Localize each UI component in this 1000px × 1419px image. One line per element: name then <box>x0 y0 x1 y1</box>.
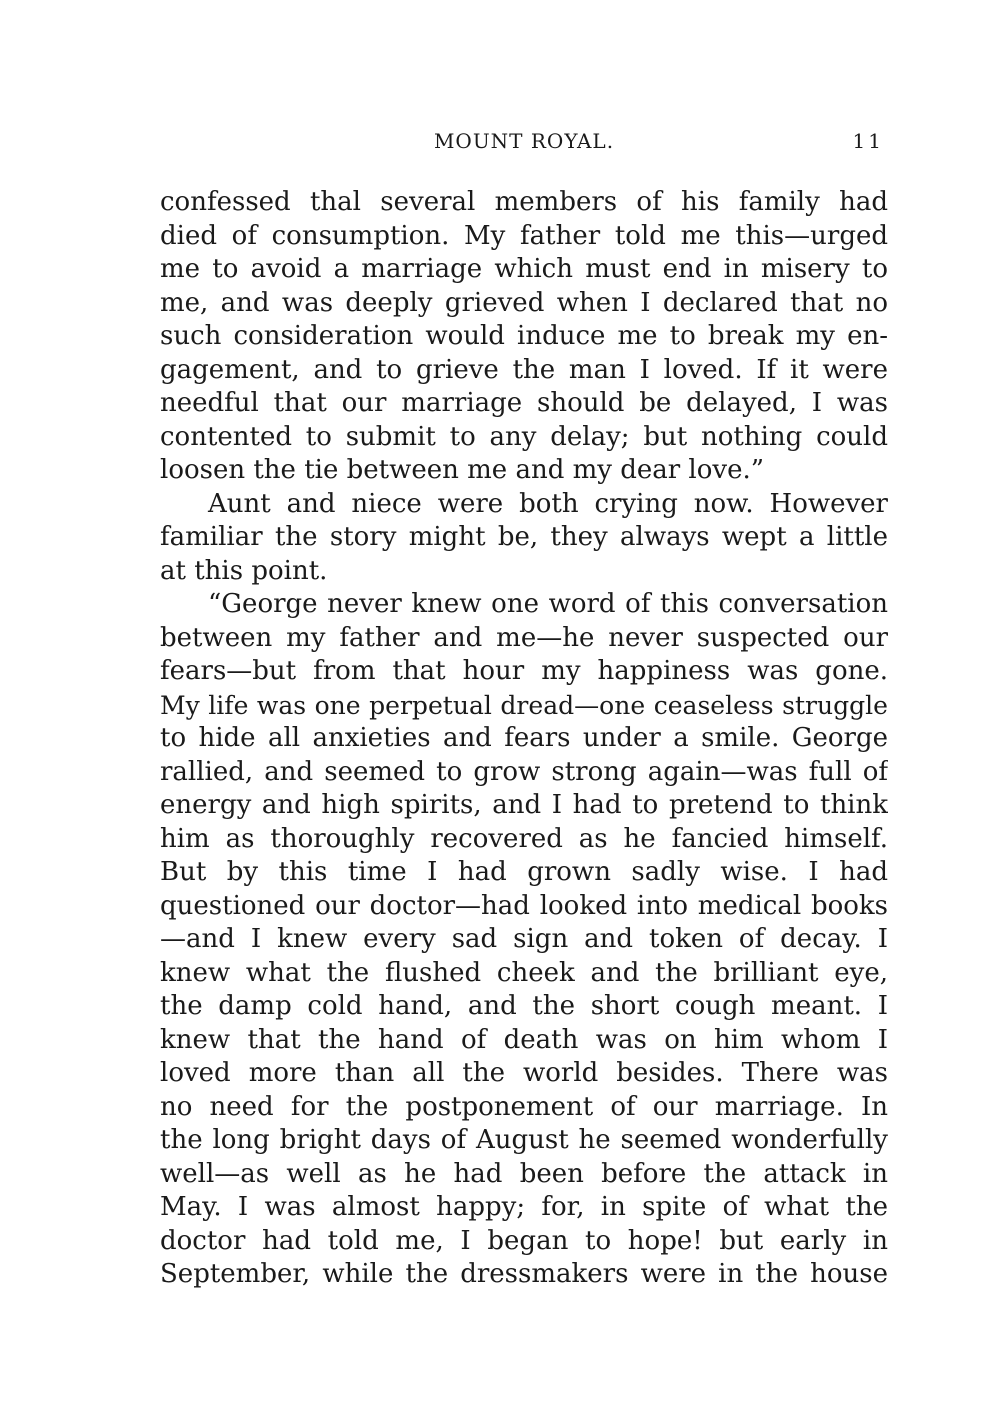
text-line: died of consumption. My father told me this—urged <box>160 220 888 251</box>
text-line: But by this time I had grown sadly wise. I had <box>160 857 888 887</box>
text-line: energy and high spirits, and I had to pretend to think <box>160 790 888 820</box>
text-line: well—as well as he had been before the attack in <box>160 1158 888 1189</box>
running-head <box>160 126 888 156</box>
text-line: My life was one perpetual dread—one ceaseless struggle <box>160 690 888 720</box>
paragraph <box>160 488 888 589</box>
text-line: no need for the postponement of our marriage. In <box>160 1091 888 1122</box>
text-line: doctor had told me, I began to hope! but early in <box>160 1225 888 1256</box>
text-line: fears—but from that hour my happiness was gone. <box>160 656 888 686</box>
text-line: “George never knew one word of this conversation <box>208 589 888 619</box>
body-text <box>160 186 888 1292</box>
text-line: between my father and me—he never suspected our <box>160 622 888 653</box>
text-line: gagement, and to grieve the man I loved. If it were <box>160 354 888 385</box>
text-line: contented to submit to any delay; but nothing could <box>160 421 888 452</box>
text-line: September, while the dressmakers were in the house <box>160 1259 888 1289</box>
text-line: familiar the story might be, they always wept a little <box>160 522 888 552</box>
text-line: at this point. <box>160 555 328 586</box>
text-line: Aunt and niece were both crying now. However <box>208 488 888 519</box>
page-number: 11 <box>852 129 884 153</box>
text-line: such consideration would induce me to break my en- <box>160 321 888 351</box>
text-line: —and I knew every sad sign and token of decay. I <box>160 924 888 954</box>
running-title: MOUNT ROYAL. <box>433 129 615 153</box>
text-line: May. I was almost happy; for, in spite of what the <box>160 1192 888 1222</box>
text-line: the damp cold hand, and the short cough meant. I <box>160 991 888 1021</box>
text-line: to hide all anxieties and fears under a smile. George <box>160 723 888 753</box>
text-line: loved more than all the world besides. There was <box>160 1058 888 1088</box>
text-line: confessed thal several members of his family had <box>160 187 888 217</box>
text-line: rallied, and seemed to grow strong again—was full of <box>160 756 888 787</box>
text-line: the long bright days of August he seemed wonderfully <box>160 1125 888 1155</box>
paragraph <box>160 186 888 488</box>
text-line: me to avoid a marriage which must end in misery to <box>160 254 888 284</box>
text-line: loosen the tie between me and my dear love.” <box>160 455 765 485</box>
text-line: me, and was deeply grieved when I declared that no <box>160 287 888 318</box>
text-line: knew that the hand of death was on him whom I <box>160 1024 888 1055</box>
text-line: him as thoroughly recovered as he fancied himself. <box>160 823 888 854</box>
text-line: knew what the flushed cheek and the brilliant eye, <box>160 957 888 988</box>
paragraph <box>160 588 888 1292</box>
text-line: questioned our doctor—had looked into medical books <box>160 890 888 921</box>
text-line: needful that our marriage should be delayed, I was <box>160 388 888 418</box>
